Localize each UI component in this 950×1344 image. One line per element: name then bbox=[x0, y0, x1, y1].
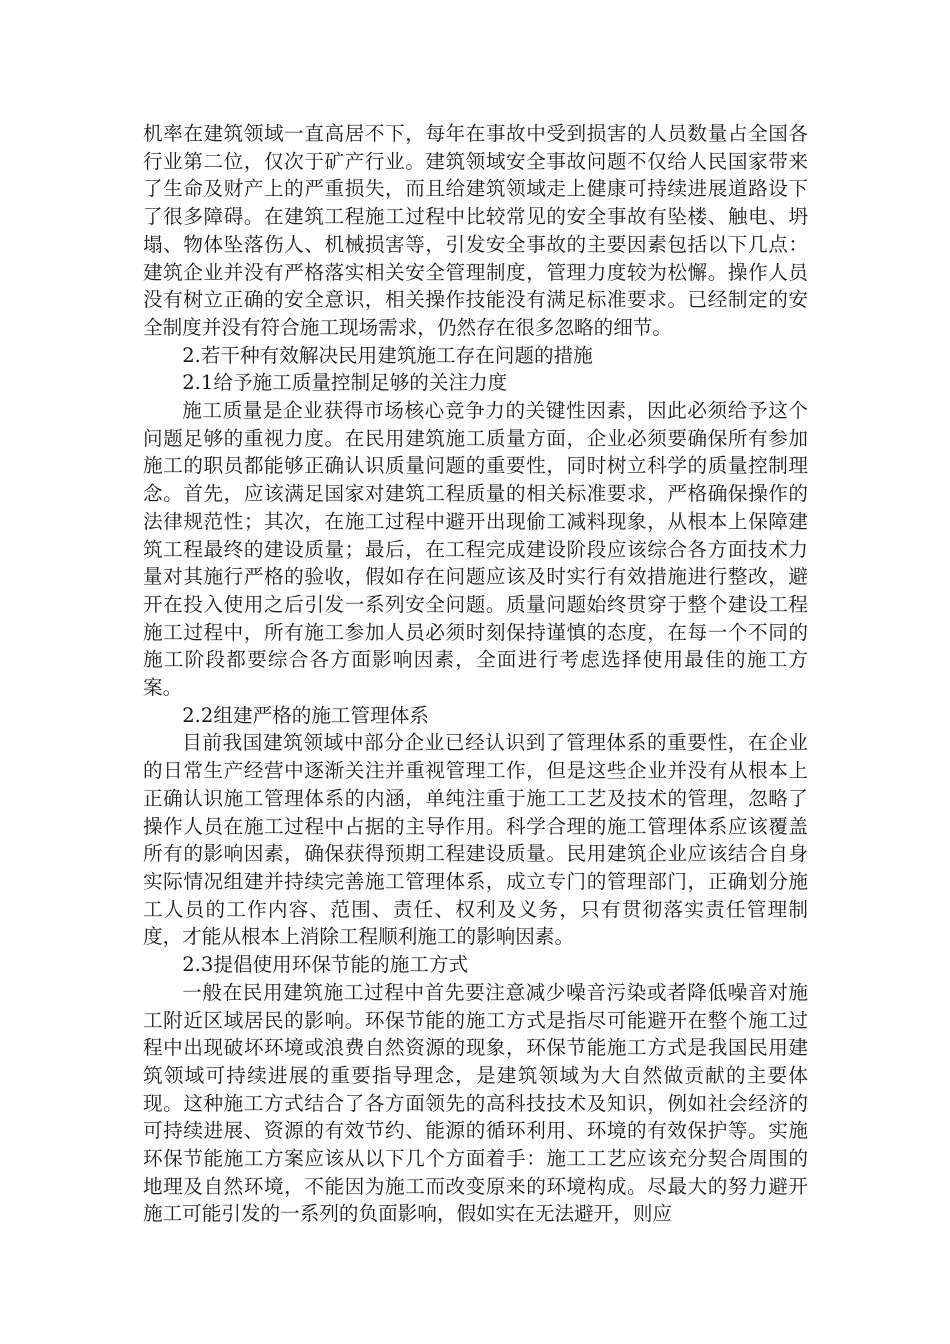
paragraph-green-construction: 一般在民用建筑施工过程中首先要注意减少噪音污染或者降低噪音对施工附近区域居民的影响。环保节能的施工方式是指尽可能避开在整个施工过程中出现破坏环境或浪费自然资源的现象，环保节能施工方式是我国民用建筑领域可持续进展的重要指导理念，是建筑领域为大自然做贡献的主要体现。这种施工方式结合了各方面领先的高科技技术及知识，例如社会经济的可持续进展、资源的有效节约、能源的循环利用、环境的有效保护等。实施环保节能施工方案应该从以下几个方面着手：施工工艺应该充分契合周围的地理及自然环境，不能因为施工而改变原来的环境构成。尽最大的努力避开施工可能引发的一系列的负面影响，假如实在无法避开，则应 bbox=[143, 980, 808, 1226]
paragraph-management-system: 目前我国建筑领域中部分企业已经认识到了管理体系的重要性，在企业的日常生产经营中逐渐关注并重视管理工作，但是这些企业并没有从根本上正确认识施工管理体系的内涵，单纯注重于施工工艺及技术的管理，忽略了操作人员在施工过程中占据的主导作用。科学合理的施工管理体系应该覆盖所有的影响因素，确保获得预期工程建设质量。民用建筑企业应该结合自身实际情况组建并持续完善施工管理体系，成立专门的管理部门，正确划分施工人员的工作内容、范围、责任、权利及义务，只有贯彻落实责任管理制度，才能从根本上消除工程顺利施工的影响因素。 bbox=[143, 731, 808, 949]
paragraph-quality-control: 施工质量是企业获得市场核心竞争力的关键性因素，因此必须给予这个问题足够的重视力度。在民用建筑施工质量方面，企业必须要确保所有参加施工的职员都能够正确认识质量问题的重要性，同时树立科学的质量控制理念。首先，应该满足国家对建筑工程质量的相关标准要求，严格确保操作的法律规范性；其次，在施工过程中避开出现偷工减料现象，从根本上保障建筑工程最终的建设质量；最后，在工程完成建设阶段应该综合各方面技术力量对其施行严格的验收，假如存在问题应该及时实行有效措施进行整改，避开在投入使用之后引发一系列安全问题。质量问题始终贯穿于整个建设工程施工过程中，所有施工参加人员必须时刻保持谨慎的态度，在每一个不同的施工阶段都要综合各方面影响因素，全面进行考虑选择使用最佳的施工方案。 bbox=[143, 399, 808, 700]
section-heading-2-2: 2.2组建严格的施工管理体系 bbox=[182, 703, 429, 727]
section-heading-2-3: 2.3提倡使用环保节能的施工方式 bbox=[182, 953, 469, 977]
section-heading-2-1: 2.1给予施工质量控制足够的关注力度 bbox=[182, 371, 508, 395]
paragraph-safety-accidents: 机率在建筑领域一直高居不下，每年在事故中受到损害的人员数量占全国各行业第二位，仅次于矿产行业。建筑领域安全事故问题不仅给人民国家带来了生命及财产上的严重损失，而且给建筑领域走上健康可持续进展道路设下了很多障碍。在建筑工程施工过程中比较常见的安全事故有坠楼、触电、坍塌、物体坠落伤人、机械损害等，引发安全事故的主要因素包括以下几点：建筑企业并没有严格落实相关安全管理制度，管理力度较为松懈。操作人员没有树立正确的安全意识，相关操作技能没有满足标准要求。已经制定的安全制度并没有符合施工现场需求，仍然存在很多忽略的细节。 bbox=[143, 122, 808, 339]
section-heading-2: 2.若干种有效解决民用建筑施工存在问题的措施 bbox=[182, 343, 593, 367]
document-body bbox=[143, 120, 808, 1228]
